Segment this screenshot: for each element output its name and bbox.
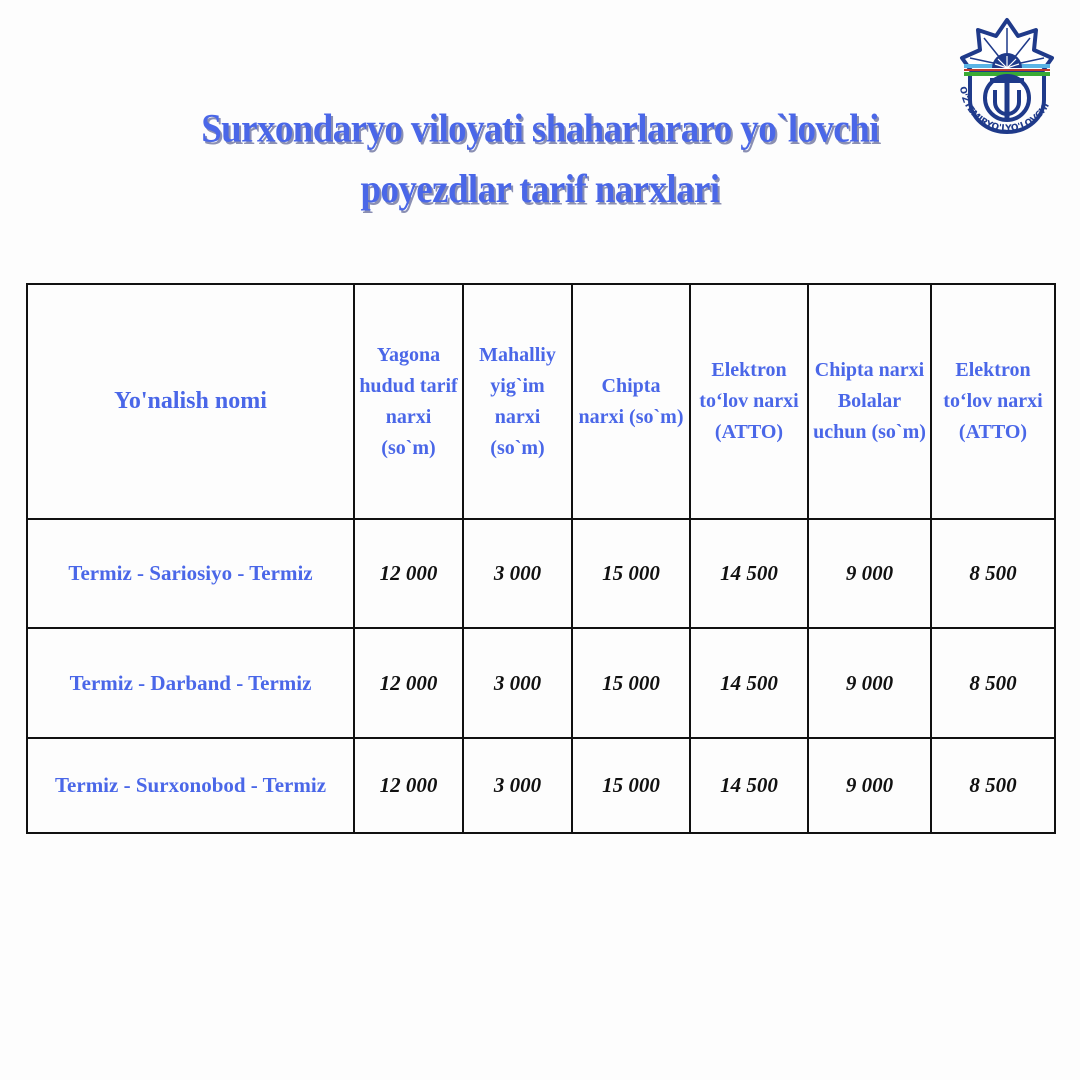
- regional-tariff-value: 12 000: [354, 519, 463, 628]
- table-row: [27, 738, 1055, 833]
- local-fee-value: 3 000: [463, 519, 572, 628]
- header-regional-tariff: Yagona hudud tarif narxi (so`m): [354, 284, 463, 519]
- header-child-electronic-payment: Elektron to‘lov narxi (ATTO): [931, 284, 1055, 519]
- ticket-price-value: 15 000: [572, 519, 690, 628]
- svg-text:O'ZTEMIRYO'LYO'LOVCHI: O'ZTEMIRYO'LYO'LOVCHI: [956, 85, 1052, 135]
- table-row: [27, 519, 1055, 628]
- electronic-payment-value: 14 500: [690, 738, 808, 833]
- child-ticket-price-value: 9 000: [808, 519, 931, 628]
- child-electronic-payment-value: 8 500: [931, 628, 1055, 738]
- electronic-payment-value: 14 500: [690, 519, 808, 628]
- ticket-price-value: 15 000: [572, 628, 690, 738]
- local-fee-value: 3 000: [463, 738, 572, 833]
- table-header-row: [27, 284, 1055, 519]
- child-electronic-payment-value: 8 500: [931, 738, 1055, 833]
- title-line-1: Surxondaryo viloyati shaharlararo yo`lovchi: [201, 107, 879, 152]
- table-row: [27, 628, 1055, 738]
- child-electronic-payment-value: 8 500: [931, 519, 1055, 628]
- child-ticket-price-value: 9 000: [808, 738, 931, 833]
- ticket-price-value: 15 000: [572, 738, 690, 833]
- header-ticket-price: Chipta narxi (so`m): [572, 284, 690, 519]
- route-name: Termiz - Sariosiyo - Termiz: [27, 519, 354, 628]
- header-local-fee: Mahalliy yig`im narxi (so`m): [463, 284, 572, 519]
- tariff-table: [26, 283, 1056, 834]
- header-electronic-payment: Elektron to‘lov narxi (ATTO): [690, 284, 808, 519]
- route-name: Termiz - Darband - Termiz: [27, 628, 354, 738]
- electronic-payment-value: 14 500: [690, 628, 808, 738]
- local-fee-value: 3 000: [463, 628, 572, 738]
- header-child-ticket-price: Chipta narxi Bolalar uchun (so`m): [808, 284, 931, 519]
- child-ticket-price-value: 9 000: [808, 628, 931, 738]
- regional-tariff-value: 12 000: [354, 738, 463, 833]
- page-title: [0, 100, 1080, 221]
- route-name: Termiz - Surxonobod - Termiz: [27, 738, 354, 833]
- title-line-2: poyezdlar tarif narxlari: [360, 167, 720, 212]
- header-route-name: Yo'nalish nomi: [27, 284, 354, 519]
- regional-tariff-value: 12 000: [354, 628, 463, 738]
